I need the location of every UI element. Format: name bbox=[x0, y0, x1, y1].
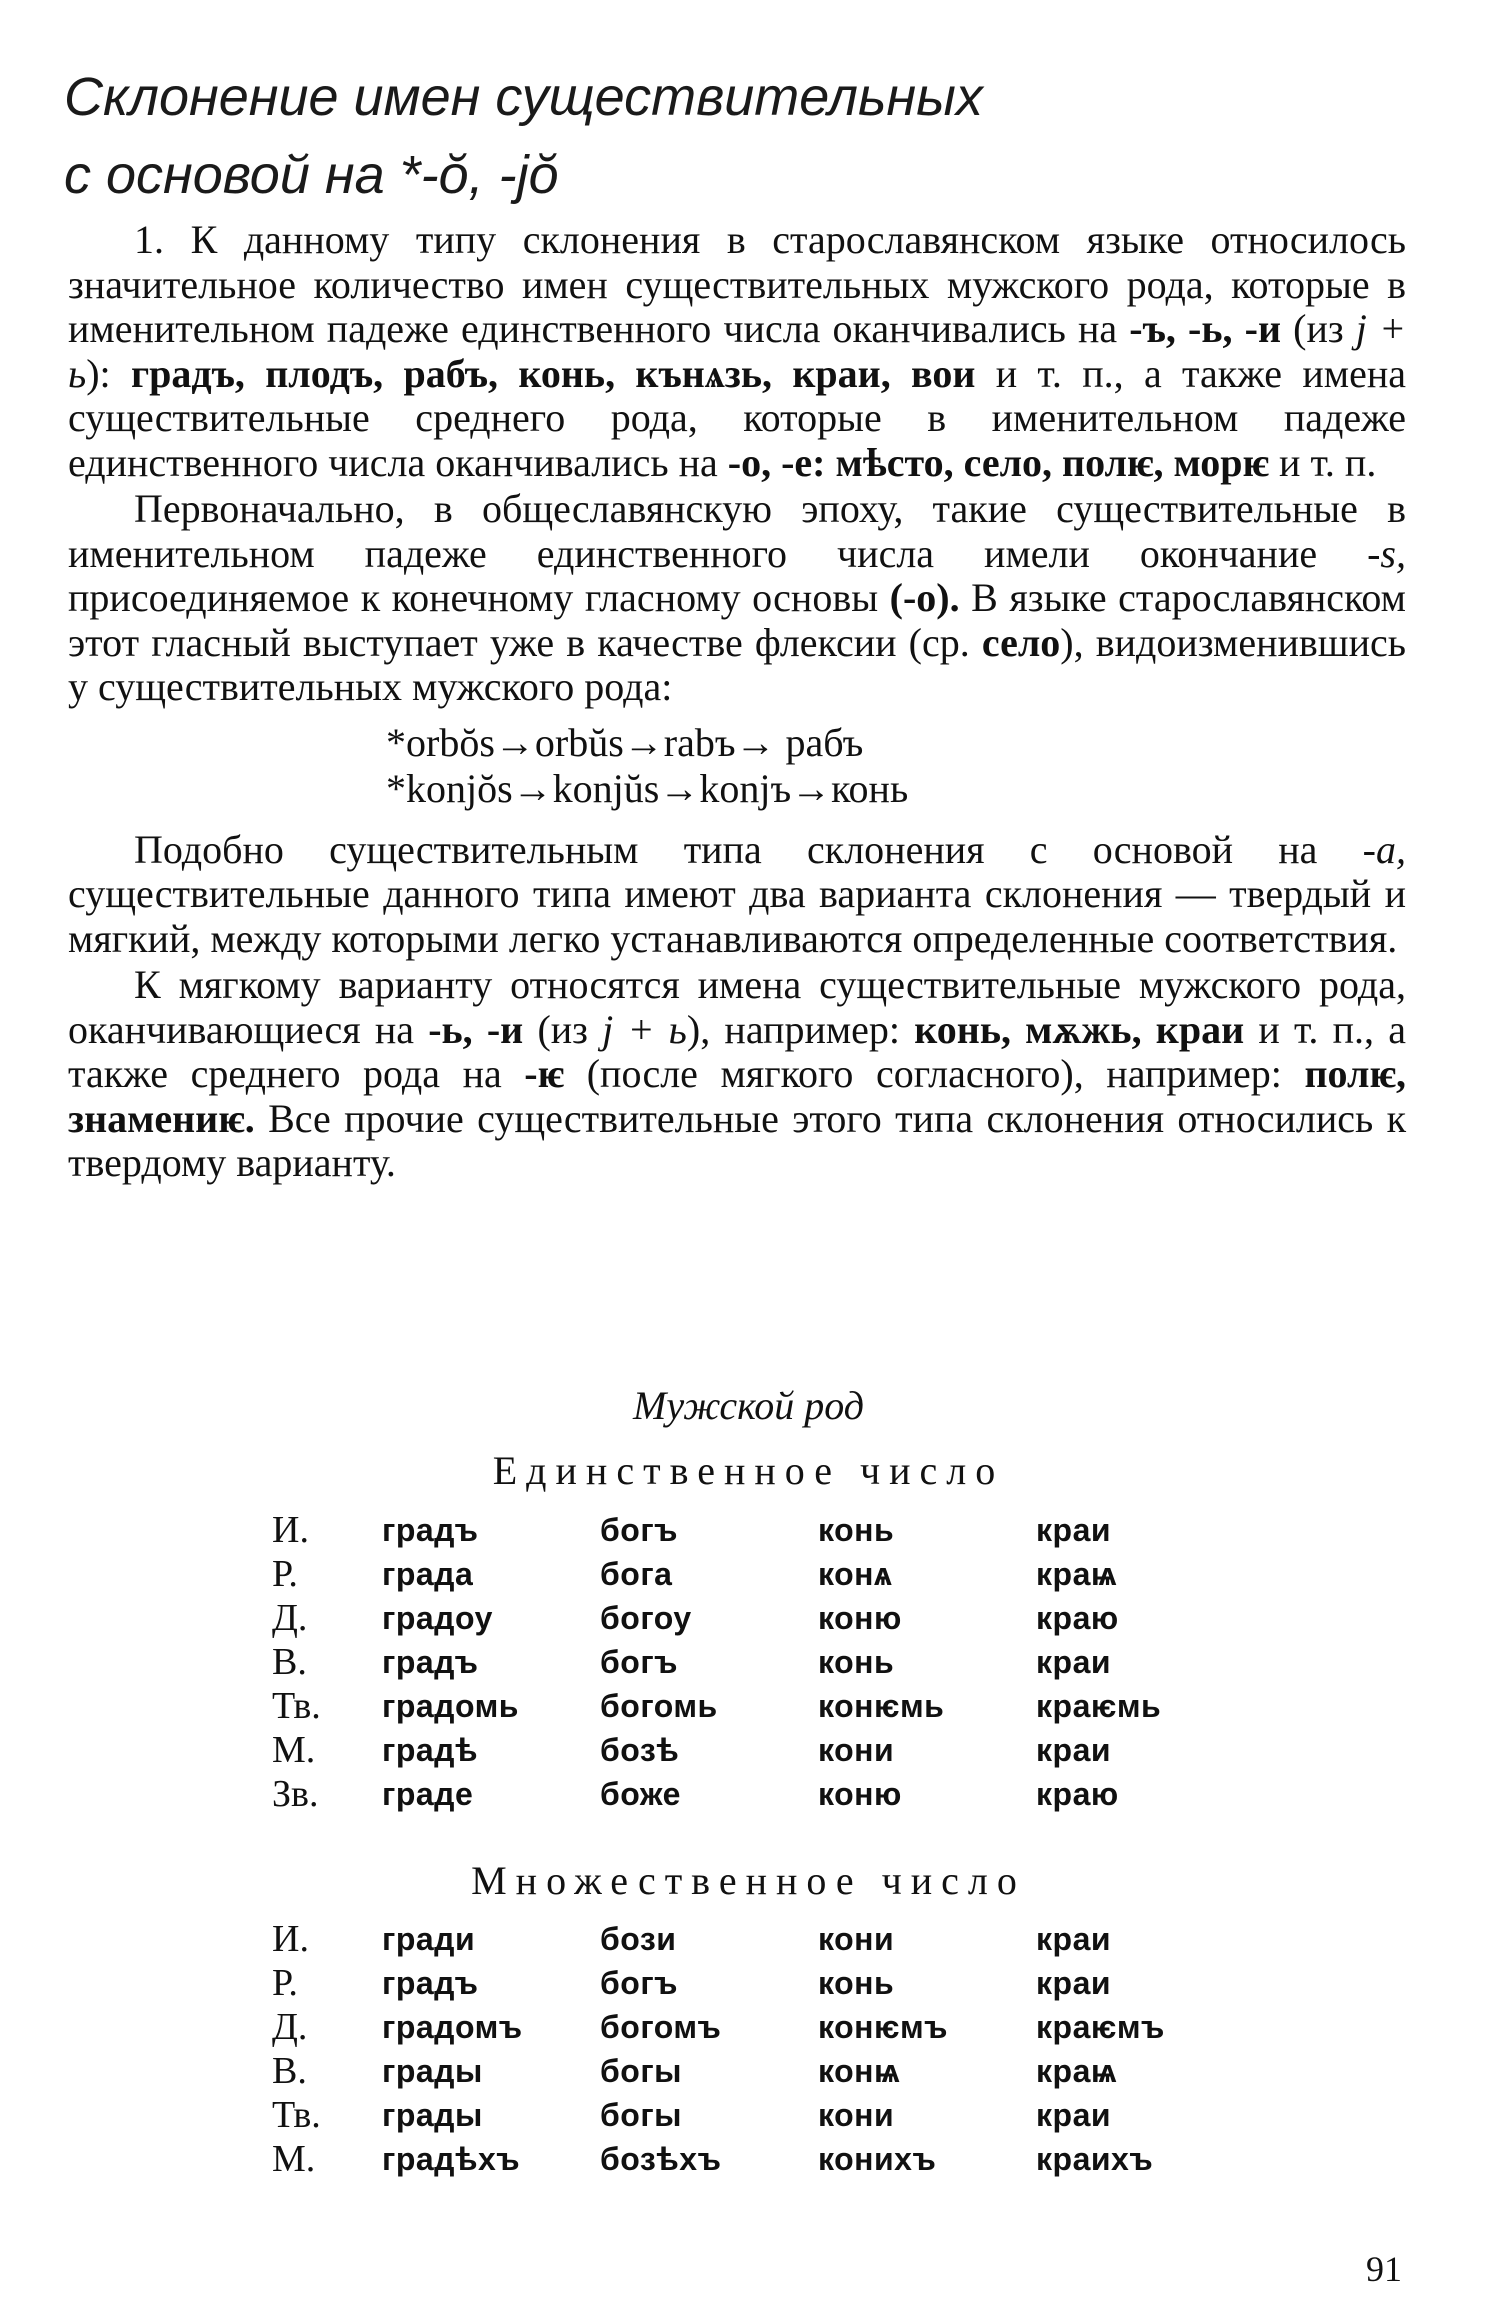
plural-heading: Множественное число bbox=[471, 1858, 1026, 1903]
declension-form: краи bbox=[1036, 1643, 1112, 1680]
declension-row bbox=[272, 1552, 1254, 1596]
declension-form: коню bbox=[818, 1775, 902, 1812]
declension-form: краѥмъ bbox=[1036, 2008, 1165, 2045]
singular-declension-table bbox=[272, 1508, 1254, 1816]
declension-form: богы bbox=[600, 2052, 682, 2089]
declension-row bbox=[272, 1961, 1254, 2005]
declension-form: градомь bbox=[382, 1687, 519, 1724]
declension-form: конѩ bbox=[818, 2052, 901, 2089]
title-line-1: Склонение имен существительных bbox=[64, 67, 983, 127]
declension-form: коню bbox=[818, 1599, 902, 1636]
declension-form: краихъ bbox=[1036, 2140, 1154, 2177]
declension-form: краи bbox=[1036, 1511, 1112, 1548]
declension-form: бози bbox=[600, 1920, 677, 1957]
declension-form: краи bbox=[1036, 1964, 1112, 2001]
declension-form: боже bbox=[600, 1775, 681, 1812]
declension-form: богъ bbox=[600, 1511, 678, 1548]
declension-form: богомъ bbox=[600, 2008, 722, 2045]
declension-form: конь bbox=[818, 1643, 895, 1680]
gender-heading: Мужской род bbox=[633, 1383, 864, 1428]
declension-row bbox=[272, 1772, 1254, 1816]
declension-form: богъ bbox=[600, 1964, 678, 2001]
declension-row bbox=[272, 2049, 1254, 2093]
case-label: М. bbox=[272, 2138, 316, 2180]
case-label: Д. bbox=[272, 2006, 308, 2048]
declension-form: краѥмь bbox=[1036, 1687, 1162, 1724]
case-label: И. bbox=[272, 1918, 309, 1960]
declension-row bbox=[272, 2005, 1254, 2049]
declension-form: кони bbox=[818, 1731, 895, 1768]
declension-form: краѩ bbox=[1036, 1555, 1117, 1592]
declension-form: градоу bbox=[382, 1599, 493, 1636]
etymology-line-kon: *konjŏs→konjŭs→konjъ→конь bbox=[386, 765, 909, 811]
declension-row bbox=[272, 1684, 1254, 1728]
declension-form: богомь bbox=[600, 1687, 718, 1724]
singular-heading: Единственное число bbox=[492, 1448, 1005, 1493]
case-label: Р. bbox=[272, 1962, 298, 2004]
declension-form: градъ bbox=[382, 1964, 479, 2001]
declension-row bbox=[272, 2137, 1254, 2181]
declension-form: краи bbox=[1036, 2096, 1112, 2133]
declension-form: конихъ bbox=[818, 2140, 937, 2177]
case-label: Д. bbox=[272, 1597, 308, 1639]
title-line-2: с основой на *-ŏ, -jŏ bbox=[64, 145, 559, 205]
declension-form: краю bbox=[1036, 1599, 1119, 1636]
declension-form: бога bbox=[600, 1555, 673, 1592]
declension-form: краи bbox=[1036, 1731, 1112, 1768]
plural-declension-table bbox=[272, 1917, 1254, 2181]
declension-row bbox=[272, 1596, 1254, 1640]
paragraph-4: К мягкому варианту относятся имена существительные мужского рода, оканчивающиеся на -ь, -и (из j + ь), например: конь, мѫжь, краи и т. п., а также среднего рода на -ѥ (после мягкого согласного), например: полѥ, знамениѥ. Все прочие существительные этого типа склонения относились к твердому варианту. bbox=[68, 962, 1406, 1185]
declension-form: градомъ bbox=[382, 2008, 523, 2045]
declension-row bbox=[272, 1640, 1254, 1684]
declension-form: бозѣ bbox=[600, 1731, 680, 1768]
declension-form: конѥмь bbox=[818, 1687, 945, 1724]
case-label: Р. bbox=[272, 1553, 298, 1595]
declension-form: кони bbox=[818, 1920, 895, 1957]
declension-form: грады bbox=[382, 2052, 483, 2089]
declension-form: бозѣхъ bbox=[600, 2140, 722, 2177]
declension-form: градъ bbox=[382, 1511, 479, 1548]
declension-form: кони bbox=[818, 2096, 895, 2133]
declension-form: грады bbox=[382, 2096, 483, 2133]
case-label: В. bbox=[272, 2050, 307, 2092]
declension-form: градѣ bbox=[382, 1731, 478, 1768]
declension-form: градъ bbox=[382, 1643, 479, 1680]
declension-form: конь bbox=[818, 1964, 895, 2001]
case-label: Зв. bbox=[272, 1773, 319, 1815]
section-title bbox=[64, 58, 983, 214]
declension-form: краю bbox=[1036, 1775, 1119, 1812]
case-label: М. bbox=[272, 1729, 316, 1771]
case-label: Тв. bbox=[272, 1685, 321, 1727]
declension-form: граде bbox=[382, 1775, 474, 1812]
declension-row bbox=[272, 1508, 1254, 1552]
case-label: В. bbox=[272, 1641, 307, 1683]
declension-form: богъ bbox=[600, 1643, 678, 1680]
etymology-line-rab: *orbŏs→orbŭs→rabъ→ рабъ bbox=[386, 719, 864, 765]
case-label: И. bbox=[272, 1509, 309, 1551]
declension-form: гради bbox=[382, 1920, 476, 1957]
page-number: 91 bbox=[1366, 2249, 1402, 2289]
declension-form: града bbox=[382, 1555, 474, 1592]
case-label: Тв. bbox=[272, 2094, 321, 2136]
declension-row bbox=[272, 1728, 1254, 1772]
declension-form: богы bbox=[600, 2096, 682, 2133]
declension-row bbox=[272, 1917, 1254, 1961]
declension-row bbox=[272, 2093, 1254, 2137]
declension-form: краи bbox=[1036, 1920, 1112, 1957]
declension-form: градѣхъ bbox=[382, 2140, 521, 2177]
declension-form: конѥмъ bbox=[818, 2008, 948, 2045]
etymology-block bbox=[68, 720, 1406, 812]
declension-form: богоу bbox=[600, 1599, 692, 1636]
body-text bbox=[68, 218, 1406, 1188]
paragraph-2: Первоначально, в общеславянскую эпоху, такие существительные в именительном падеже единственного числа имели окончание -s, присоединяемое к конечному гласному основы (-о). В языке старославянском этот гласный выступает уже в качестве флексии (ср. село), видоизменившись у существительных мужского рода: bbox=[68, 486, 1406, 709]
declension-form: конѧ bbox=[818, 1555, 893, 1592]
paragraph-3: Подобно существительным типа склонения с основой на -а, существительные данного типа имеют два варианта склонения — твердый и мягкий, между которыми легко устанавливаются определенные соответствия. bbox=[68, 826, 1406, 961]
declension-form: конь bbox=[818, 1511, 895, 1548]
declension-form: краѩ bbox=[1036, 2052, 1117, 2089]
paragraph-1: 1. К данному типу склонения в старославянском языке относилось значительное количество имен существительных мужского рода, которые в именительном падеже единственного числа оканчивались на -ъ, -ь, -и (из j + ь): градъ, плодъ, рабъ, конь, кънѧзь, краи, вои и т. п., а также имена существительные среднего рода, которые в именительном падеже единственного числа оканчивались на -о, -е: мѣсто, село, полѥ, морѥ и т. п. bbox=[68, 217, 1407, 485]
